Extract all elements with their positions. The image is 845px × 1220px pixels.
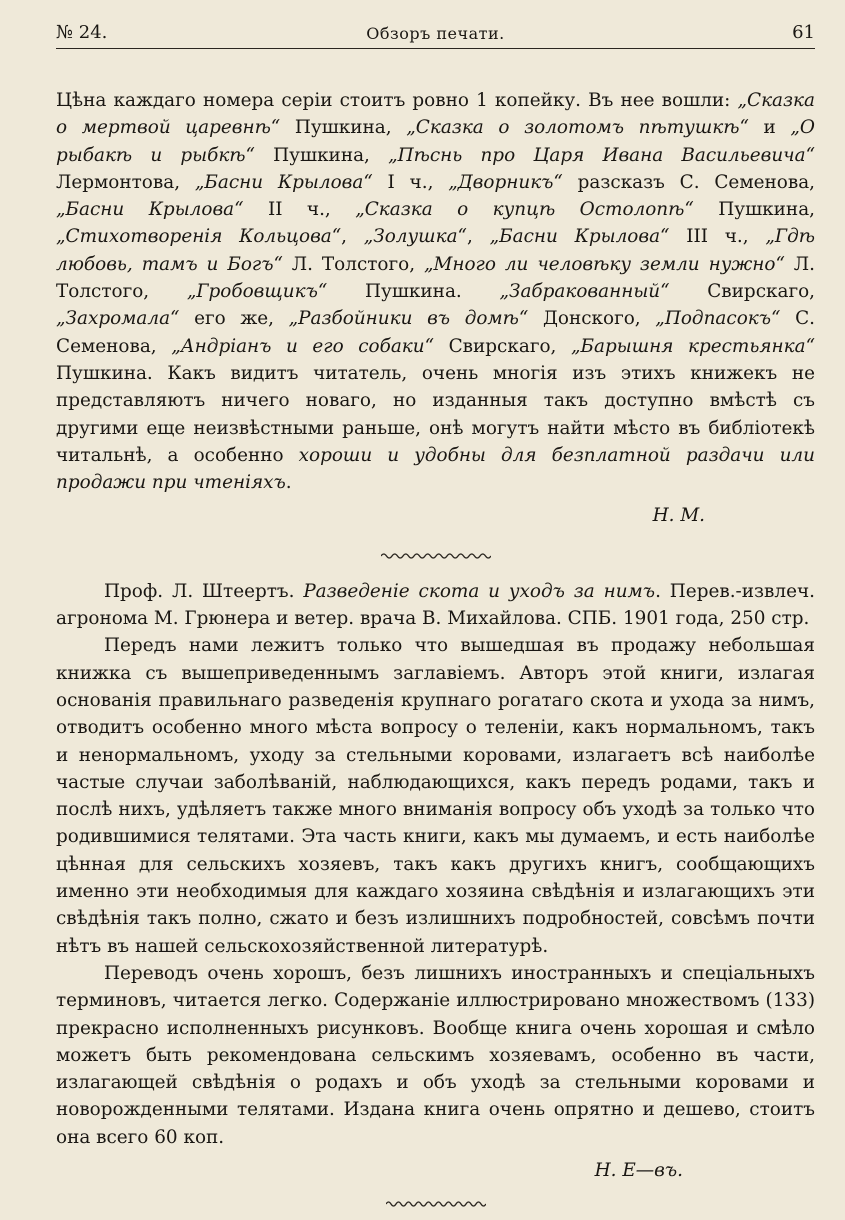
italic-title-text: „Басни Крылова“ — [194, 171, 373, 193]
review2-paragraph-2 — [56, 960, 815, 1151]
body-text: Пушкина. Какъ видитъ читатель, очень многія изъ этихъ книжекъ не представляютъ ничего новаго, но изданныя такъ доступно вмѣстѣ съ другими еще неизвѣстными раньше, онѣ могутъ найти мѣсто въ библіотекѣ читальнѣ, а особенно — [56, 362, 815, 466]
italic-title-text: „Дворникъ“ — [448, 171, 563, 193]
body-text: , — [466, 226, 490, 248]
body-text: С. Семенова, — [56, 308, 815, 357]
wave-ornament-icon — [381, 551, 491, 561]
italic-title-text: „Золушка“ — [363, 226, 467, 248]
body-text: Л. Толстого, — [282, 253, 424, 275]
body-text: Пушкина, — [280, 117, 407, 139]
body-text: . — [285, 472, 292, 494]
review2-paragraph-1 — [56, 632, 815, 960]
italic-title-text: „Гробовщикъ“ — [186, 281, 328, 303]
italic-title-text: „Захромала“ — [56, 308, 180, 330]
section-title: Обзоръ печати. — [366, 24, 505, 43]
body-text: разсказъ С. Семенова, — [562, 171, 815, 193]
running-head — [56, 18, 815, 49]
italic-title-text: „Сказка о золотомъ пѣтушкѣ“ — [406, 117, 749, 139]
body-text: Пушкина, — [254, 144, 389, 166]
review2-bibliography — [56, 578, 815, 633]
italic-title-text: „Басни Крылова“ — [489, 226, 670, 248]
body-text: I ч., — [372, 171, 449, 193]
italic-title-text: „Забракованный“ — [499, 281, 670, 303]
italic-title-text: „Стихотворенія Кольцова“ — [56, 226, 342, 248]
end-divider-ornament — [56, 1196, 815, 1212]
wave-ornament-icon — [386, 1199, 486, 1209]
italic-title-text: „Басни Крылова“ — [56, 199, 244, 221]
body-text: Свирскаго, — [434, 335, 571, 357]
body-text: Свирскаго, — [669, 281, 816, 303]
italic-title-text: „Много ли человѣку земли нужно“ — [423, 253, 785, 275]
review1-paragraph — [56, 87, 815, 496]
body-text: Пушкина. — [327, 281, 500, 303]
body-text: Донского, — [528, 308, 656, 330]
review-cattle-book — [56, 578, 815, 1185]
review1-signature: Н. М. — [652, 505, 705, 527]
italic-title-text: „Сказка о мертвой царевнѣ“ — [56, 90, 815, 139]
body-text: , — [341, 226, 364, 248]
body-text: Лермонтова, — [56, 171, 195, 193]
body-text: . Перев.-извлеч. агронома М. Грюнера и ветер. врача В. Михайлова. СПБ. 1901 года, 250 стр. — [56, 580, 815, 630]
body-text: Проф. Л. Штеертъ. — [104, 580, 304, 602]
body-text: его же, — [179, 308, 289, 330]
italic-title-text: „Гдѣ любовь, тамъ и Богъ“ — [56, 226, 815, 275]
section-divider-ornament — [56, 548, 815, 564]
body-text: и — [748, 117, 791, 139]
body-text: Переводъ очень хорошъ, безъ лишнихъ иностранныхъ и спеціальныхъ терминовъ, читается легко. Содержаніе иллюстрировано множествомъ (133) прекрасно исполненныхъ рисунковъ. Вообще книга очень хорошая и смѣло можетъ быть рекомендована сельскимъ хозяевамъ, особенно въ части, излагающей свѣдѣнія о родахъ и объ уходѣ за стельными коровами и новорожденными телятами. Издана книга очень опрятно и дешево, стоитъ она всего 60 коп. — [56, 962, 815, 1148]
italic-title-text: „Подпасокъ“ — [655, 308, 781, 330]
italic-title-text: Разведеніе скота и уходъ за нимъ — [303, 580, 656, 602]
body-text: Цѣна каждаго номера серіи стоитъ ровно 1 копейку. Въ нее вошли: — [56, 90, 738, 111]
italic-title-text: „Пѣснь про Царя Ивана Васильевича“ — [388, 144, 815, 166]
italic-title-text: „Разбойники въ домѣ“ — [288, 308, 529, 330]
issue-number: № 24. — [56, 22, 108, 43]
italic-title-text: хороши и удобны для безплатной раздачи или продажи при чтеніяхъ — [56, 444, 815, 494]
page-number: 61 — [792, 22, 815, 43]
body-text: Передъ нами лежитъ только что вышедшая въ продажу небольшая книжка съ вышеприведеннымъ заглавіемъ. Авторъ этой книги, излагая основанія правильнаго разведенія крупнаго рогатаго скота и ухода за нимъ, отводитъ особенно много мѣста вопросу о теленіи, какъ нормальномъ, такъ и ненормальномъ, уходу за стельными коровами, излагаетъ всѣ наиболѣе частые случаи заболѣваній, наблюдающихся, какъ передъ родами, такъ и послѣ нихъ, удѣляетъ также много вниманія вопросу объ уходѣ за только что родившимися телятами. Эта часть книги, какъ мы думаемъ, и есть наиболѣе цѣнная для сельскихъ хозяевъ, такъ какъ другихъ книгъ, сообщающихъ именно эти необходимыя для каждаго хозяина свѣдѣнія и излагающихъ эти свѣдѣнія такъ полно, сжато и безъ излишнихъ подробностей, совсѣмъ почти нѣтъ въ нашей сельскохозяйственной литературѣ. — [56, 635, 815, 957]
italic-title-text: „Барышня крестьянка“ — [570, 335, 816, 357]
review2-signature: Н. Е—въ. — [594, 1159, 683, 1181]
body-text: II ч., — [243, 199, 356, 221]
body-text: Пушкина, — [693, 199, 816, 221]
body-text: Л. Толстого, — [56, 253, 816, 303]
italic-title-text: „Сказка о купцѣ Остолопѣ“ — [355, 199, 694, 221]
italic-title-text: „О рыбакѣ и рыбкѣ“ — [56, 117, 815, 166]
review-series-listing — [56, 87, 815, 530]
italic-title-text: „Андріанъ и его собаки“ — [171, 335, 435, 357]
body-text: III ч., — [669, 226, 766, 248]
